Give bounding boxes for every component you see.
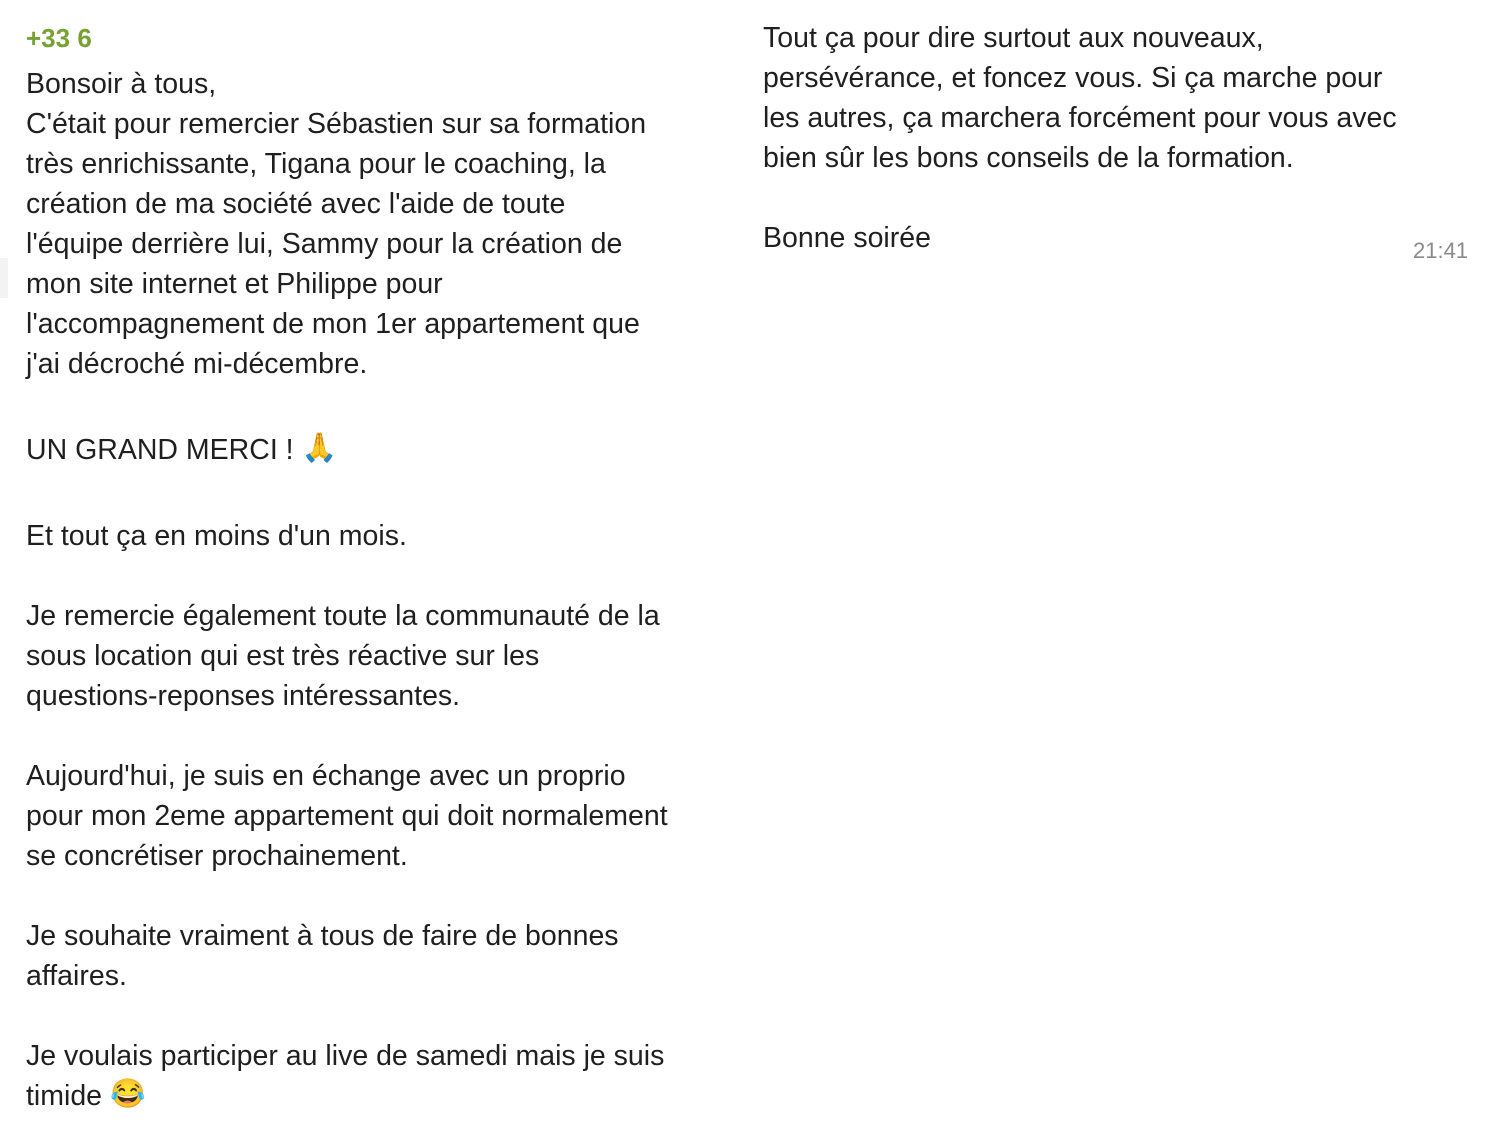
message-line: mon site internet et Philippe pour bbox=[26, 268, 443, 300]
message-line: Je souhaite vraiment à tous de faire de bonnes bbox=[26, 920, 619, 952]
paragraph-gap bbox=[26, 556, 746, 596]
praying-hands-icon: 🙏 bbox=[301, 432, 338, 465]
message-line: Et tout ça en moins d'un mois. bbox=[26, 520, 407, 552]
message-line: se concrétiser prochainement. bbox=[26, 840, 408, 872]
paragraph-gap bbox=[26, 716, 746, 756]
message-line: Je remercie également toute la communauté de la bbox=[26, 600, 660, 632]
message-line: j'ai décroché mi-décembre. bbox=[26, 348, 368, 380]
message-line: Je voulais participer au live de samedi mais je suis bbox=[26, 1040, 665, 1072]
paragraph-gap bbox=[26, 996, 746, 1036]
sender-phone[interactable]: +33 6 bbox=[26, 23, 92, 53]
message-line: persévérance, et foncez vous. Si ça marche pour bbox=[763, 62, 1383, 94]
message-line: Aujourd'hui, je suis en échange avec un proprio bbox=[26, 760, 626, 792]
paragraph-gap bbox=[26, 876, 746, 916]
closing-line: Bonne soirée bbox=[763, 222, 931, 254]
message-line-timide bbox=[26, 1076, 746, 1116]
message-timestamp: 21:41 bbox=[1413, 238, 1469, 263]
message-right-column bbox=[763, 18, 1483, 258]
message-line: création de ma société avec l'aide de toute bbox=[26, 188, 566, 220]
message-line: Bonsoir à tous, bbox=[26, 68, 217, 100]
message-line: affaires. bbox=[26, 960, 127, 992]
message-line: l'accompagnement de mon 1er appartement que bbox=[26, 308, 640, 340]
left-edge-divider bbox=[0, 258, 8, 298]
message-line: pour mon 2eme appartement qui doit normalement bbox=[26, 800, 668, 832]
message-line: les autres, ça marchera forcément pour vous avec bbox=[763, 102, 1397, 134]
paragraph-gap bbox=[26, 470, 746, 516]
merci-text: UN GRAND MERCI ! bbox=[26, 434, 294, 466]
message-left-column bbox=[26, 18, 746, 1116]
message-line-merci bbox=[26, 430, 746, 470]
message-line: sous location qui est très réactive sur les bbox=[26, 640, 540, 672]
message-line: l'équipe derrière lui, Sammy pour la création de bbox=[26, 228, 623, 260]
paragraph-gap bbox=[763, 178, 1483, 218]
timide-text: timide bbox=[26, 1080, 103, 1112]
message-line: questions-reponses intéressantes. bbox=[26, 680, 461, 712]
message-line: Tout ça pour dire surtout aux nouveaux, bbox=[763, 22, 1264, 54]
message-line: C'était pour remercier Sébastien sur sa formation bbox=[26, 108, 647, 140]
message-line: très enrichissante, Tigana pour le coaching, la bbox=[26, 148, 606, 180]
message-line: bien sûr les bons conseils de la formation. bbox=[763, 142, 1294, 174]
tears-of-joy-icon: 😂 bbox=[109, 1078, 146, 1111]
paragraph-gap bbox=[26, 384, 746, 430]
